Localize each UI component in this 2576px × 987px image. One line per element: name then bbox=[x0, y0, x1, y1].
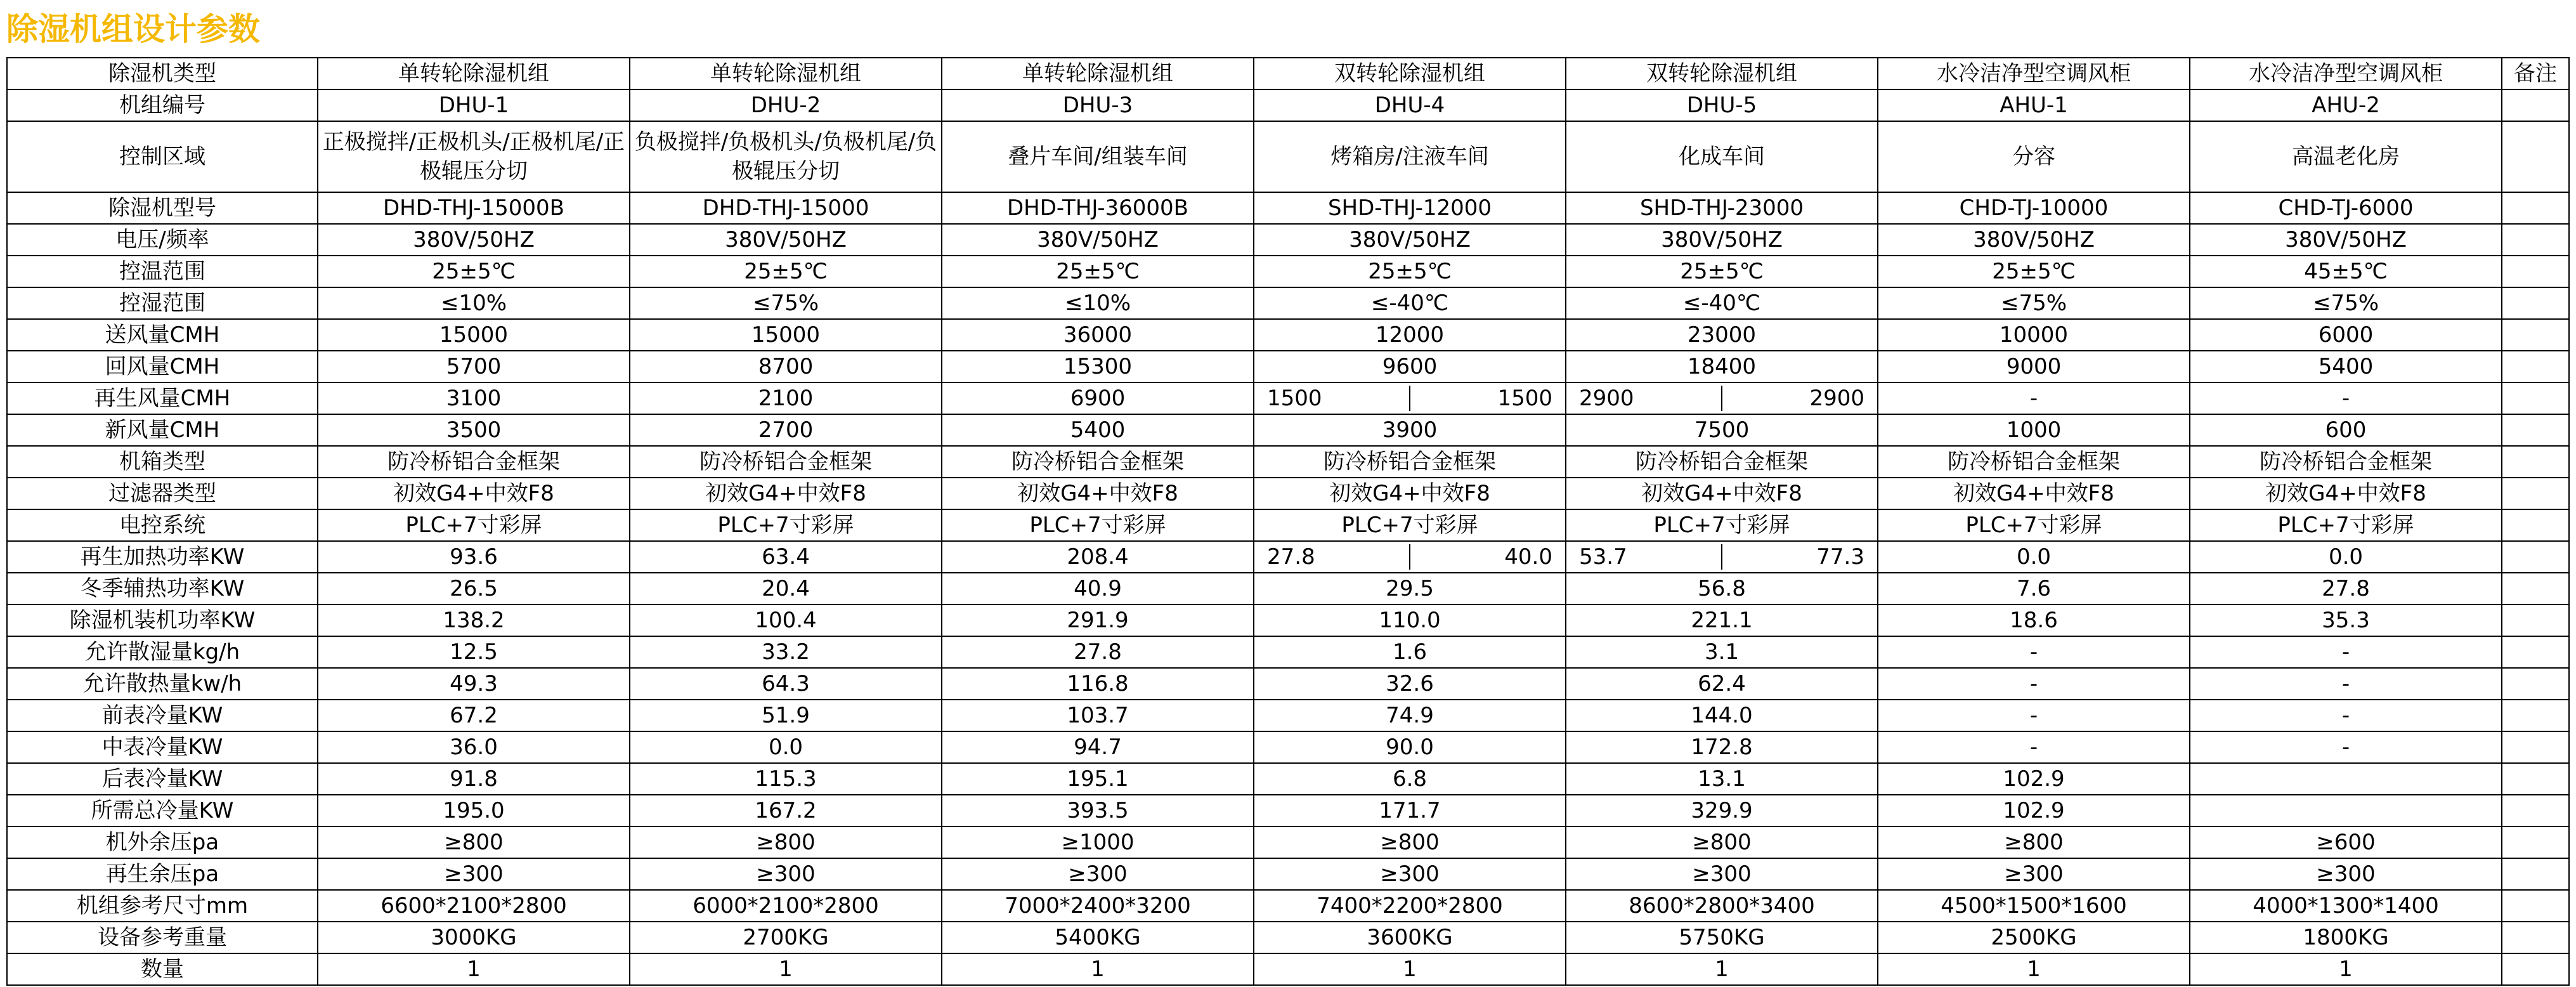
value-cell: ≤75% bbox=[1878, 287, 2190, 319]
split-value: 40.0 bbox=[1409, 544, 1565, 570]
value-cell: ≥300 bbox=[1566, 858, 1878, 890]
value-cell: 25±5℃ bbox=[318, 256, 630, 287]
value-cell: 0.0 bbox=[2190, 541, 2502, 573]
split-value: 2900 bbox=[1721, 386, 1877, 411]
type-cell: 单转轮除湿机组 bbox=[942, 58, 1254, 89]
value-cell: 1 bbox=[630, 953, 942, 985]
row-label-cell: 设备参考重量 bbox=[7, 922, 318, 953]
value-cell: ≥800 bbox=[318, 827, 630, 858]
value-cell: 103.7 bbox=[942, 700, 1254, 731]
value-cell: - bbox=[2190, 382, 2502, 414]
value-cell: 3600KG bbox=[1254, 922, 1566, 953]
value-cell: 15000 bbox=[630, 319, 942, 351]
value-cell: 63.4 bbox=[630, 541, 942, 573]
split-value-cell bbox=[1254, 544, 1565, 570]
type-cell: 双转轮除湿机组 bbox=[1566, 58, 1878, 89]
remark-cell bbox=[2502, 256, 2569, 287]
split-value-cell bbox=[1566, 544, 1877, 570]
value-cell: 15000 bbox=[318, 319, 630, 351]
value-cell: ≤-40℃ bbox=[1254, 287, 1566, 319]
value-cell: 1 bbox=[1254, 953, 1566, 985]
table-row bbox=[7, 605, 2569, 636]
value-cell: 6000 bbox=[2190, 319, 2502, 351]
value-cell: 36000 bbox=[942, 319, 1254, 351]
table-row bbox=[7, 287, 2569, 319]
value-cell: 初效G4+中效F8 bbox=[318, 478, 630, 509]
value-cell: 167.2 bbox=[630, 795, 942, 827]
value-cell: ≥600 bbox=[2190, 827, 2502, 858]
value-cell: - bbox=[1878, 731, 2190, 763]
remark-cell bbox=[2502, 224, 2569, 256]
value-cell: 380V/50HZ bbox=[942, 224, 1254, 256]
value-cell: 27.8 bbox=[942, 636, 1254, 668]
value-cell: 27.8 bbox=[2190, 573, 2502, 605]
value-cell: PLC+7寸彩屏 bbox=[1878, 509, 2190, 541]
table-row bbox=[7, 478, 2569, 509]
value-cell: 393.5 bbox=[942, 795, 1254, 827]
remark-cell bbox=[2502, 121, 2569, 192]
table-row bbox=[7, 509, 2569, 541]
value-cell: 初效G4+中效F8 bbox=[942, 478, 1254, 509]
value-cell: ≥300 bbox=[1878, 858, 2190, 890]
value-cell: 3.1 bbox=[1566, 636, 1878, 668]
row-label-cell: 电压/频率 bbox=[7, 224, 318, 256]
value-cell: 防冷桥铝合金框架 bbox=[1878, 446, 2190, 478]
value-cell: 7400*2200*2800 bbox=[1254, 890, 1566, 922]
parameter-table bbox=[6, 57, 2570, 986]
value-cell: 5400KG bbox=[942, 922, 1254, 953]
value-cell: 正极搅拌/正极机头/正极机尾/正极辊压分切 bbox=[318, 121, 630, 192]
value-cell: 600 bbox=[2190, 414, 2502, 446]
table-row bbox=[7, 224, 2569, 256]
value-cell: 1 bbox=[2190, 953, 2502, 985]
value-cell: 25±5℃ bbox=[1566, 256, 1878, 287]
table-row bbox=[7, 89, 2569, 121]
value-cell: 116.8 bbox=[942, 668, 1254, 700]
remark-cell bbox=[2502, 351, 2569, 382]
table-row bbox=[7, 731, 2569, 763]
value-cell: 1 bbox=[1566, 953, 1878, 985]
value-cell: 35.3 bbox=[2190, 605, 2502, 636]
value-cell: 3100 bbox=[318, 382, 630, 414]
value-cell: 23000 bbox=[1566, 319, 1878, 351]
value-cell: 2100 bbox=[630, 382, 942, 414]
value-cell: 防冷桥铝合金框架 bbox=[630, 446, 942, 478]
table-row bbox=[7, 121, 2569, 192]
value-cell: 2700 bbox=[630, 414, 942, 446]
value-cell: CHD-TJ-6000 bbox=[2190, 192, 2502, 224]
value-cell: 1 bbox=[318, 953, 630, 985]
value-cell: 初效G4+中效F8 bbox=[1878, 478, 2190, 509]
value-cell: 380V/50HZ bbox=[630, 224, 942, 256]
value-cell: 33.2 bbox=[630, 636, 942, 668]
remark-cell bbox=[2502, 287, 2569, 319]
value-cell: 5750KG bbox=[1566, 922, 1878, 953]
value-cell: 1000 bbox=[1878, 414, 2190, 446]
table-row bbox=[7, 953, 2569, 985]
value-cell: ≤75% bbox=[2190, 287, 2502, 319]
value-cell: 26.5 bbox=[318, 573, 630, 605]
value-cell: ≥800 bbox=[1878, 827, 2190, 858]
row-label-cell: 允许散湿量kg/h bbox=[7, 636, 318, 668]
table-row bbox=[7, 192, 2569, 224]
table-row bbox=[7, 795, 2569, 827]
table-row bbox=[7, 256, 2569, 287]
row-label-cell: 数量 bbox=[7, 953, 318, 985]
value-cell: ≥300 bbox=[1254, 858, 1566, 890]
value-cell: 380V/50HZ bbox=[1878, 224, 2190, 256]
value-cell: 初效G4+中效F8 bbox=[2190, 478, 2502, 509]
value-cell: 62.4 bbox=[1566, 668, 1878, 700]
value-cell: PLC+7寸彩屏 bbox=[1566, 509, 1878, 541]
row-label-cell: 新风量CMH bbox=[7, 414, 318, 446]
value-cell: 29.5 bbox=[1254, 573, 1566, 605]
value-cell: 防冷桥铝合金框架 bbox=[318, 446, 630, 478]
value-cell: - bbox=[1878, 668, 2190, 700]
type-cell: 单转轮除湿机组 bbox=[630, 58, 942, 89]
table-row bbox=[7, 858, 2569, 890]
table-row bbox=[7, 668, 2569, 700]
table-row bbox=[7, 541, 2569, 573]
value-cell: ≤-40℃ bbox=[1566, 287, 1878, 319]
value-cell: PLC+7寸彩屏 bbox=[318, 509, 630, 541]
value-cell: 5700 bbox=[318, 351, 630, 382]
value-cell bbox=[1566, 541, 1878, 573]
value-cell: SHD-THJ-23000 bbox=[1566, 192, 1878, 224]
value-cell: 高温老化房 bbox=[2190, 121, 2502, 192]
table-row bbox=[7, 319, 2569, 351]
value-cell: - bbox=[1878, 636, 2190, 668]
table-row bbox=[7, 446, 2569, 478]
value-cell: ≤10% bbox=[942, 287, 1254, 319]
value-cell: - bbox=[2190, 731, 2502, 763]
value-cell: PLC+7寸彩屏 bbox=[2190, 509, 2502, 541]
value-cell: 15300 bbox=[942, 351, 1254, 382]
split-value: 53.7 bbox=[1579, 544, 1627, 570]
row-label-cell: 再生风量CMH bbox=[7, 382, 318, 414]
row-label-cell: 控温范围 bbox=[7, 256, 318, 287]
value-cell: 1.6 bbox=[1254, 636, 1566, 668]
value-cell: - bbox=[2190, 668, 2502, 700]
table-row bbox=[7, 700, 2569, 731]
row-label-cell: 前表冷量KW bbox=[7, 700, 318, 731]
value-cell: 5400 bbox=[2190, 351, 2502, 382]
value-cell: - bbox=[1878, 700, 2190, 731]
remark-cell bbox=[2502, 89, 2569, 121]
row-label-cell: 回风量CMH bbox=[7, 351, 318, 382]
value-cell: 45±5℃ bbox=[2190, 256, 2502, 287]
value-cell: 20.4 bbox=[630, 573, 942, 605]
value-cell: 329.9 bbox=[1566, 795, 1878, 827]
row-label-cell: 机组编号 bbox=[7, 89, 318, 121]
value-cell: ≥300 bbox=[942, 858, 1254, 890]
value-cell: - bbox=[2190, 700, 2502, 731]
value-cell: 防冷桥铝合金框架 bbox=[1566, 446, 1878, 478]
table-row bbox=[7, 414, 2569, 446]
value-cell bbox=[1566, 382, 1878, 414]
row-label-cell: 允许散热量kw/h bbox=[7, 668, 318, 700]
value-cell: SHD-THJ-12000 bbox=[1254, 192, 1566, 224]
value-cell: 172.8 bbox=[1566, 731, 1878, 763]
table-row bbox=[7, 573, 2569, 605]
value-cell: ≥300 bbox=[318, 858, 630, 890]
value-cell: 144.0 bbox=[1566, 700, 1878, 731]
value-cell: 18.6 bbox=[1878, 605, 2190, 636]
value-cell: - bbox=[2190, 636, 2502, 668]
value-cell: 56.8 bbox=[1566, 573, 1878, 605]
row-label-cell: 机组参考尺寸mm bbox=[7, 890, 318, 922]
value-cell: 化成车间 bbox=[1566, 121, 1878, 192]
remark-cell bbox=[2502, 827, 2569, 858]
table-row bbox=[7, 636, 2569, 668]
value-cell: AHU-1 bbox=[1878, 89, 2190, 121]
remark-cell bbox=[2502, 795, 2569, 827]
value-cell: 防冷桥铝合金框架 bbox=[1254, 446, 1566, 478]
remark-cell bbox=[2502, 731, 2569, 763]
row-label-cell: 再生加热功率KW bbox=[7, 541, 318, 573]
value-cell: 2700KG bbox=[630, 922, 942, 953]
value-cell: DHD-THJ-15000 bbox=[630, 192, 942, 224]
value-cell: 380V/50HZ bbox=[1254, 224, 1566, 256]
value-cell: 380V/50HZ bbox=[2190, 224, 2502, 256]
value-cell: - bbox=[1878, 382, 2190, 414]
value-cell: 4500*1500*1600 bbox=[1878, 890, 2190, 922]
value-cell: ≥800 bbox=[1254, 827, 1566, 858]
value-cell: 94.7 bbox=[942, 731, 1254, 763]
value-cell: 18400 bbox=[1566, 351, 1878, 382]
header-label-cell: 除湿机类型 bbox=[7, 58, 318, 89]
value-cell: 初效G4+中效F8 bbox=[1254, 478, 1566, 509]
remark-cell bbox=[2502, 605, 2569, 636]
value-cell: DHU-5 bbox=[1566, 89, 1878, 121]
split-value: 2900 bbox=[1579, 386, 1634, 411]
value-cell: ≥1000 bbox=[942, 827, 1254, 858]
value-cell: DHU-1 bbox=[318, 89, 630, 121]
value-cell: 12.5 bbox=[318, 636, 630, 668]
value-cell: 5400 bbox=[942, 414, 1254, 446]
split-value: 77.3 bbox=[1721, 544, 1877, 570]
table-row bbox=[7, 922, 2569, 953]
value-cell: 1 bbox=[942, 953, 1254, 985]
value-cell: DHU-4 bbox=[1254, 89, 1566, 121]
value-cell: 91.8 bbox=[318, 763, 630, 795]
value-cell: 叠片车间/组装车间 bbox=[942, 121, 1254, 192]
value-cell: ≥300 bbox=[2190, 858, 2502, 890]
row-label-cell: 控湿范围 bbox=[7, 287, 318, 319]
remark-cell bbox=[2502, 319, 2569, 351]
value-cell: 36.0 bbox=[318, 731, 630, 763]
table-row bbox=[7, 763, 2569, 795]
value-cell: 195.0 bbox=[318, 795, 630, 827]
split-value: 1500 bbox=[1409, 386, 1565, 411]
remark-cell bbox=[2502, 478, 2569, 509]
remark-cell bbox=[2502, 446, 2569, 478]
value-cell: 0.0 bbox=[630, 731, 942, 763]
remark-cell bbox=[2502, 922, 2569, 953]
value-cell: 221.1 bbox=[1566, 605, 1878, 636]
value-cell: 初效G4+中效F8 bbox=[630, 478, 942, 509]
value-cell: 380V/50HZ bbox=[1566, 224, 1878, 256]
value-cell: 6.8 bbox=[1254, 763, 1566, 795]
value-cell: 负极搅拌/负极机头/负极机尾/负极辊压分切 bbox=[630, 121, 942, 192]
value-cell: AHU-2 bbox=[2190, 89, 2502, 121]
value-cell: 291.9 bbox=[942, 605, 1254, 636]
remark-cell bbox=[2502, 414, 2569, 446]
row-label-cell: 所需总冷量KW bbox=[7, 795, 318, 827]
page-title: 除湿机组设计参数 bbox=[6, 11, 260, 48]
value-cell: 115.3 bbox=[630, 763, 942, 795]
value-cell bbox=[2190, 795, 2502, 827]
value-cell: 8600*2800*3400 bbox=[1566, 890, 1878, 922]
remark-cell bbox=[2502, 668, 2569, 700]
value-cell: ≥800 bbox=[1566, 827, 1878, 858]
row-label-cell: 后表冷量KW bbox=[7, 763, 318, 795]
value-cell: 25±5℃ bbox=[942, 256, 1254, 287]
value-cell: 13.1 bbox=[1566, 763, 1878, 795]
value-cell: 1800KG bbox=[2190, 922, 2502, 953]
value-cell: 49.3 bbox=[318, 668, 630, 700]
value-cell: 7500 bbox=[1566, 414, 1878, 446]
split-value: 27.8 bbox=[1267, 544, 1315, 570]
value-cell: 9000 bbox=[1878, 351, 2190, 382]
value-cell: 208.4 bbox=[942, 541, 1254, 573]
header-row bbox=[7, 58, 2569, 89]
remark-cell bbox=[2502, 858, 2569, 890]
value-cell: PLC+7寸彩屏 bbox=[1254, 509, 1566, 541]
value-cell: 102.9 bbox=[1878, 763, 2190, 795]
value-cell: 64.3 bbox=[630, 668, 942, 700]
value-cell: 110.0 bbox=[1254, 605, 1566, 636]
value-cell: DHD-THJ-15000B bbox=[318, 192, 630, 224]
table-row bbox=[7, 827, 2569, 858]
value-cell: 93.6 bbox=[318, 541, 630, 573]
value-cell: 0.0 bbox=[1878, 541, 2190, 573]
type-cell: 单转轮除湿机组 bbox=[318, 58, 630, 89]
row-label-cell: 送风量CMH bbox=[7, 319, 318, 351]
value-cell bbox=[2190, 763, 2502, 795]
split-value-cell bbox=[1254, 386, 1565, 411]
remark-cell bbox=[2502, 636, 2569, 668]
value-cell: 1 bbox=[1878, 953, 2190, 985]
value-cell bbox=[1254, 382, 1566, 414]
value-cell: 6000*2100*2800 bbox=[630, 890, 942, 922]
remark-cell bbox=[2502, 382, 2569, 414]
remark-cell bbox=[2502, 700, 2569, 731]
row-label-cell: 除湿机装机功率KW bbox=[7, 605, 318, 636]
value-cell: 防冷桥铝合金框架 bbox=[2190, 446, 2502, 478]
value-cell: 分容 bbox=[1878, 121, 2190, 192]
value-cell: 8700 bbox=[630, 351, 942, 382]
remark-cell bbox=[2502, 541, 2569, 573]
row-label-cell: 再生余压pa bbox=[7, 858, 318, 890]
value-cell: ≥300 bbox=[630, 858, 942, 890]
table-row bbox=[7, 351, 2569, 382]
value-cell: 25±5℃ bbox=[1254, 256, 1566, 287]
value-cell: 74.9 bbox=[1254, 700, 1566, 731]
value-cell: 51.9 bbox=[630, 700, 942, 731]
value-cell: PLC+7寸彩屏 bbox=[630, 509, 942, 541]
value-cell: 102.9 bbox=[1878, 795, 2190, 827]
remark-cell bbox=[2502, 763, 2569, 795]
row-label-cell: 除湿机型号 bbox=[7, 192, 318, 224]
value-cell: 7.6 bbox=[1878, 573, 2190, 605]
table-row bbox=[7, 382, 2569, 414]
value-cell: ≤10% bbox=[318, 287, 630, 319]
value-cell: 防冷桥铝合金框架 bbox=[942, 446, 1254, 478]
value-cell: 100.4 bbox=[630, 605, 942, 636]
type-cell: 双转轮除湿机组 bbox=[1254, 58, 1566, 89]
value-cell: 25±5℃ bbox=[630, 256, 942, 287]
remark-header-cell: 备注 bbox=[2502, 58, 2569, 89]
remark-cell bbox=[2502, 573, 2569, 605]
value-cell: DHU-3 bbox=[942, 89, 1254, 121]
value-cell: DHU-2 bbox=[630, 89, 942, 121]
value-cell: 90.0 bbox=[1254, 731, 1566, 763]
value-cell: ≥800 bbox=[630, 827, 942, 858]
row-label-cell: 控制区域 bbox=[7, 121, 318, 192]
value-cell: 380V/50HZ bbox=[318, 224, 630, 256]
value-cell: 烤箱房/注液车间 bbox=[1254, 121, 1566, 192]
value-cell: 6900 bbox=[942, 382, 1254, 414]
value-cell: CHD-TJ-10000 bbox=[1878, 192, 2190, 224]
value-cell: ≤75% bbox=[630, 287, 942, 319]
remark-cell bbox=[2502, 890, 2569, 922]
value-cell: 138.2 bbox=[318, 605, 630, 636]
row-label-cell: 冬季辅热功率KW bbox=[7, 573, 318, 605]
row-label-cell: 机外余压pa bbox=[7, 827, 318, 858]
row-label-cell: 过滤器类型 bbox=[7, 478, 318, 509]
type-cell: 水冷洁净型空调风柜 bbox=[2190, 58, 2502, 89]
value-cell: 6600*2100*2800 bbox=[318, 890, 630, 922]
value-cell bbox=[1254, 541, 1566, 573]
remark-cell bbox=[2502, 953, 2569, 985]
value-cell: 初效G4+中效F8 bbox=[1566, 478, 1878, 509]
row-label-cell: 机箱类型 bbox=[7, 446, 318, 478]
value-cell: 32.6 bbox=[1254, 668, 1566, 700]
table-row bbox=[7, 890, 2569, 922]
value-cell: 4000*1300*1400 bbox=[2190, 890, 2502, 922]
split-value-cell bbox=[1566, 386, 1877, 411]
value-cell: 25±5℃ bbox=[1878, 256, 2190, 287]
value-cell: 10000 bbox=[1878, 319, 2190, 351]
value-cell: 195.1 bbox=[942, 763, 1254, 795]
value-cell: 9600 bbox=[1254, 351, 1566, 382]
value-cell: 3000KG bbox=[318, 922, 630, 953]
value-cell: 12000 bbox=[1254, 319, 1566, 351]
value-cell: 3900 bbox=[1254, 414, 1566, 446]
value-cell: DHD-THJ-36000B bbox=[942, 192, 1254, 224]
value-cell: 67.2 bbox=[318, 700, 630, 731]
value-cell: 40.9 bbox=[942, 573, 1254, 605]
type-cell: 水冷洁净型空调风柜 bbox=[1878, 58, 2190, 89]
value-cell: 3500 bbox=[318, 414, 630, 446]
value-cell: 171.7 bbox=[1254, 795, 1566, 827]
value-cell: PLC+7寸彩屏 bbox=[942, 509, 1254, 541]
row-label-cell: 中表冷量KW bbox=[7, 731, 318, 763]
remark-cell bbox=[2502, 192, 2569, 224]
value-cell: 7000*2400*3200 bbox=[942, 890, 1254, 922]
row-label-cell: 电控系统 bbox=[7, 509, 318, 541]
value-cell: 2500KG bbox=[1878, 922, 2190, 953]
split-value: 1500 bbox=[1267, 386, 1322, 411]
remark-cell bbox=[2502, 509, 2569, 541]
